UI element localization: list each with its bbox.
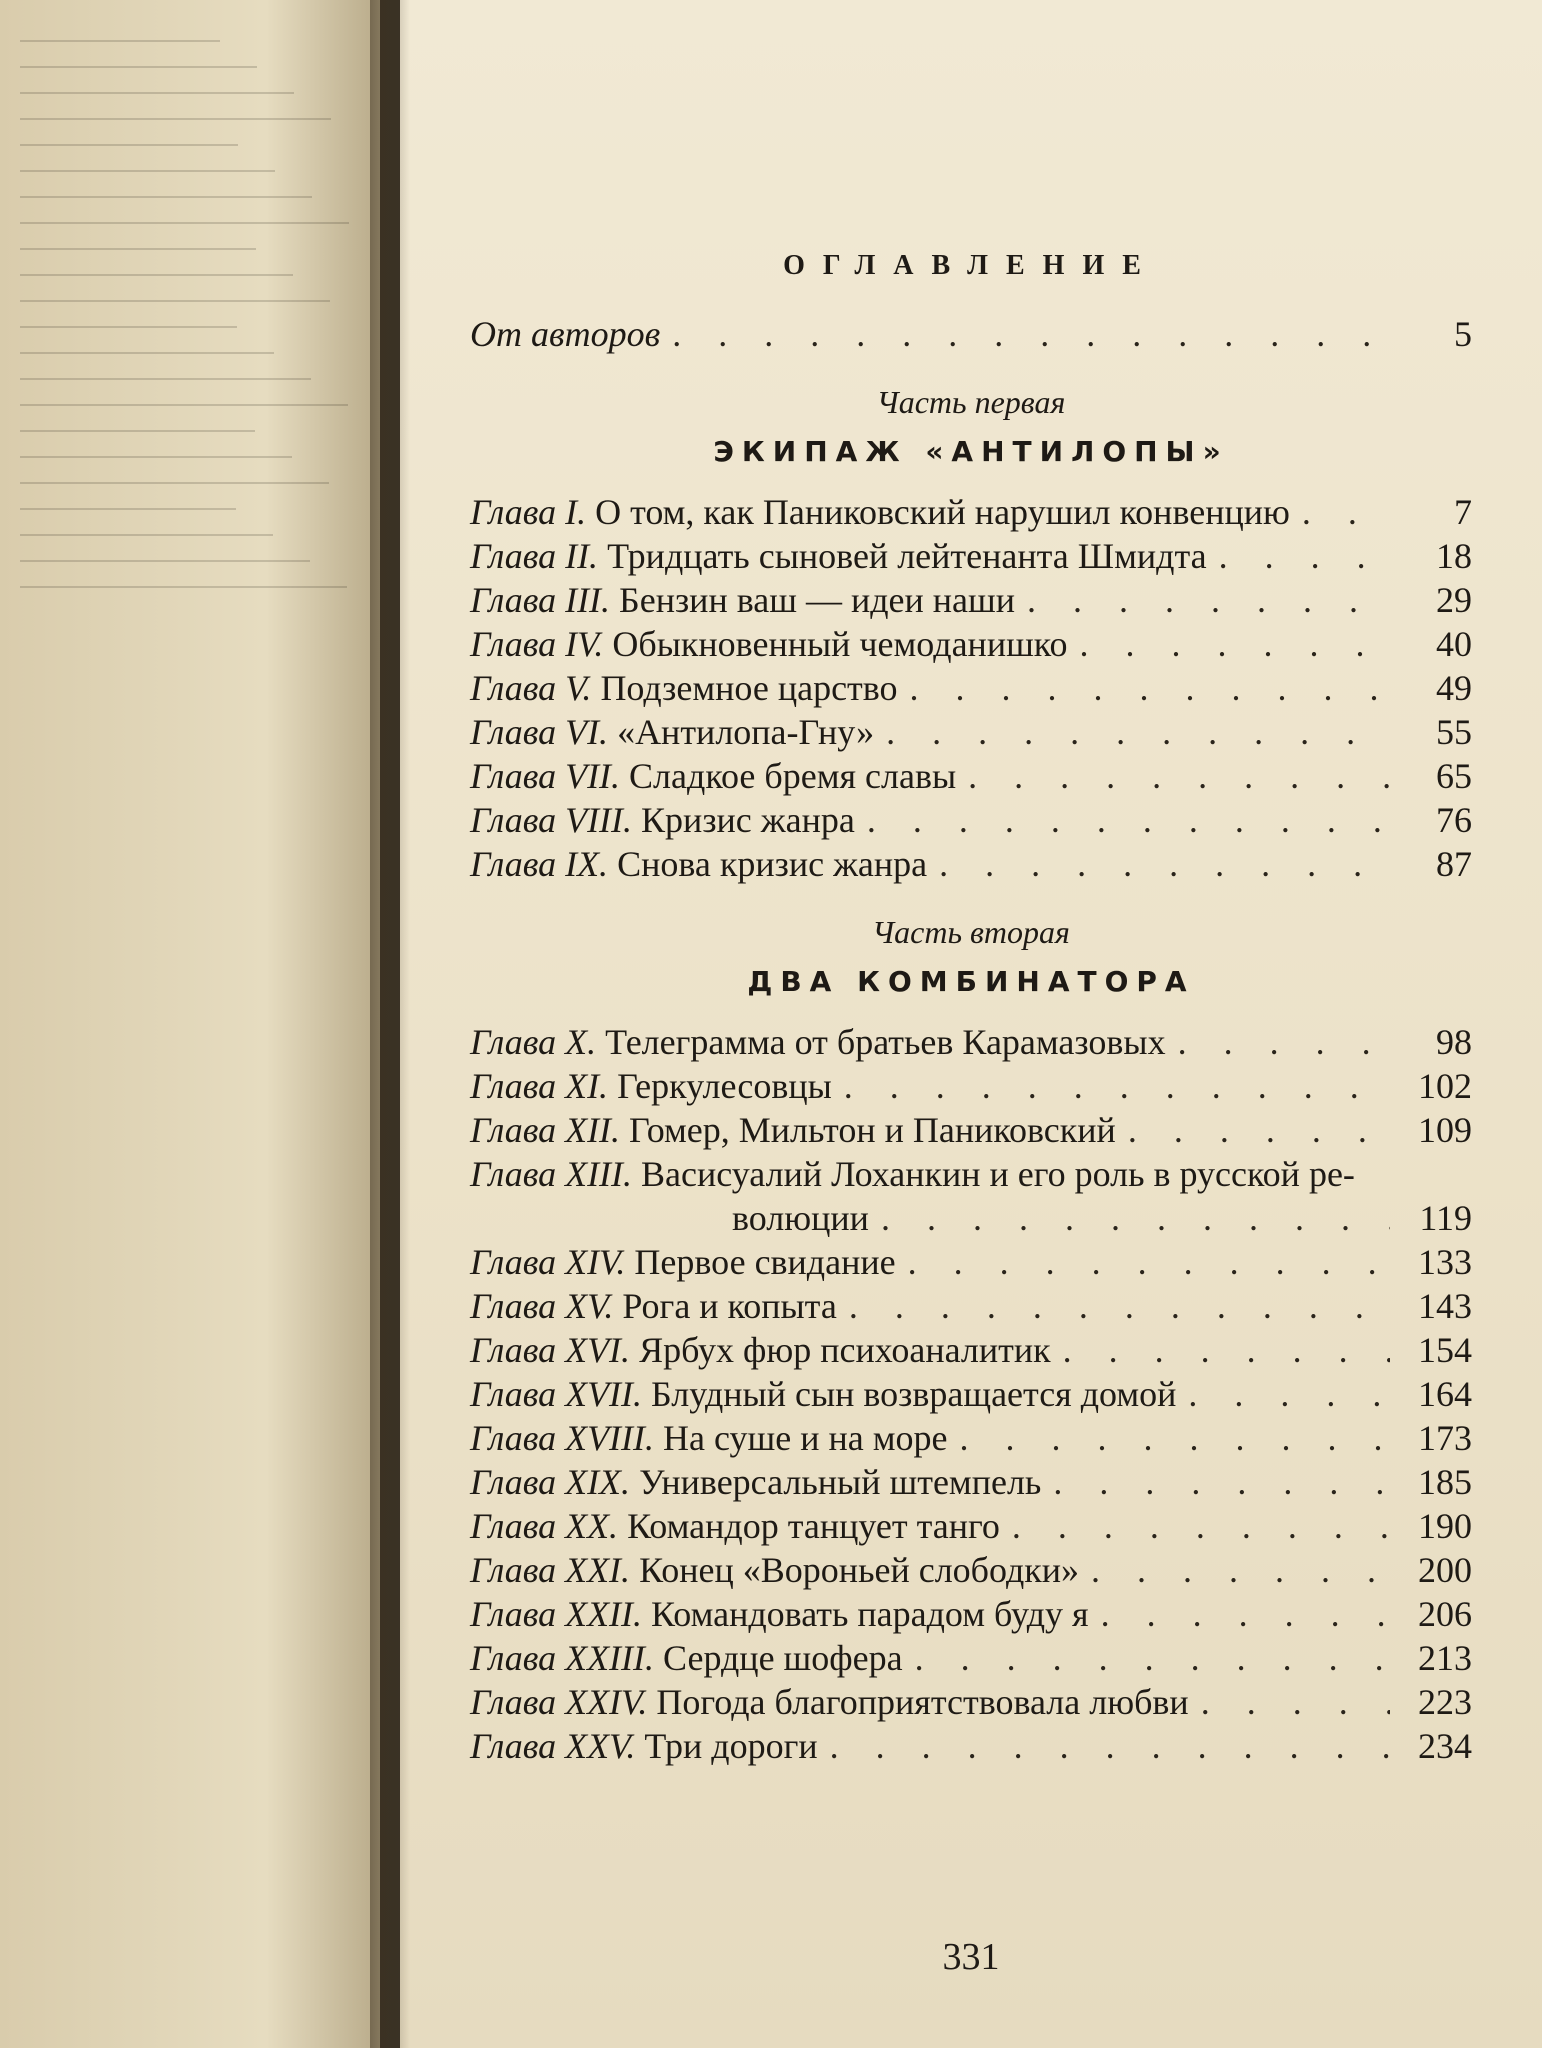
chapter-number: Глава IV. [470, 624, 604, 664]
chapter-number: Глава XVIII. [470, 1418, 655, 1458]
chapter-title: Снова кризис жанра [617, 844, 928, 884]
chapter-entry [470, 1152, 1472, 1196]
chapter-title: Первое свидание [634, 1242, 896, 1282]
chapter-page: 18 [1436, 536, 1472, 576]
spacer [647, 1680, 656, 1724]
chapter-number: Глава XIV. [470, 1242, 626, 1282]
chapter-page: 223 [1418, 1682, 1472, 1722]
leader-dots [867, 798, 1390, 842]
leader-dots [844, 1064, 1390, 1108]
chapter-page: 173 [1418, 1418, 1472, 1458]
chapter-number: Глава III. [470, 580, 611, 620]
chapter-title: Сердце шофера [663, 1638, 903, 1678]
facing-page-text-line [20, 66, 257, 68]
chapter-entry [470, 1328, 1472, 1372]
part-label: Часть вторая [872, 914, 1070, 950]
facing-page-text-line [20, 560, 310, 562]
chapter-entry [470, 1240, 1472, 1284]
leader-dots [1302, 490, 1390, 534]
chapter-page: 102 [1418, 1066, 1472, 1106]
facing-page-text-line [20, 534, 273, 536]
chapter-title: Конец «Вороньей слободки» [639, 1550, 1080, 1590]
chapter-page: 40 [1436, 624, 1472, 664]
chapter-list [470, 490, 1472, 886]
leader-dots [939, 842, 1390, 886]
spacer [625, 1240, 634, 1284]
chapter-entry [470, 1548, 1472, 1592]
leader-dots [1128, 1108, 1390, 1152]
chapter-number: Глава XXII. [470, 1594, 643, 1634]
chapter-page: 98 [1436, 1022, 1472, 1062]
facing-page-text-line [20, 196, 312, 198]
chapter-number: Глава XIX. [470, 1462, 631, 1502]
leader-dots [1079, 622, 1390, 666]
leader-dots [886, 710, 1390, 754]
spacer [586, 490, 595, 534]
chapter-page: 190 [1418, 1506, 1472, 1546]
chapter-number: Глава XX. [470, 1506, 619, 1546]
chapter-page: 55 [1436, 712, 1472, 752]
chapter-number: Глава XII. [470, 1110, 621, 1150]
chapter-page: 133 [1418, 1242, 1472, 1282]
chapter-entry [470, 666, 1472, 710]
facing-page-text-line [20, 118, 331, 120]
leader-dots [830, 1724, 1390, 1768]
spacer [630, 1548, 639, 1592]
chapter-title: Универсальный штемпель [639, 1462, 1042, 1502]
chapter-title: Командовать парадом буду я [651, 1594, 1089, 1634]
chapter-entry-continued [470, 1196, 1472, 1240]
leader-dots [1178, 1020, 1390, 1064]
chapter-entry [470, 1504, 1472, 1548]
facing-page-text-line [20, 326, 237, 328]
chapter-page: 200 [1418, 1550, 1472, 1590]
facing-page-text-line [20, 352, 274, 354]
chapter-entry [470, 1108, 1472, 1152]
chapter-title: Командор танцует танго [627, 1506, 1000, 1546]
chapter-page: 213 [1418, 1638, 1472, 1678]
chapter-page: 185 [1418, 1462, 1472, 1502]
facing-page-text-line [20, 248, 256, 250]
part-title: ДВА КОМБИНАТОРА [747, 965, 1195, 998]
chapter-number: Глава VI. [470, 712, 609, 752]
chapter-page: 234 [1418, 1726, 1472, 1766]
chapter-number: Глава XXIV. [470, 1682, 648, 1722]
chapter-page: 119 [1419, 1198, 1472, 1238]
chapter-number: Глава V. [470, 668, 592, 708]
leader-dots [910, 666, 1390, 710]
chapter-number: Глава II. [470, 536, 599, 576]
chapter-title: Блудный сын возвращается домой [651, 1374, 1177, 1414]
chapter-page: 143 [1418, 1286, 1472, 1326]
chapter-list [470, 1020, 1472, 1768]
chapter-entry [470, 578, 1472, 622]
chapter-page: 7 [1454, 492, 1472, 532]
chapter-number: Глава XI. [470, 1066, 609, 1106]
part-title: ЭКИПАЖ «АНТИЛОПЫ» [713, 435, 1229, 468]
spacer [591, 666, 600, 710]
preface-page: 5 [1454, 314, 1472, 354]
chapter-title: Телеграмма от братьев Карамазовых [605, 1022, 1166, 1062]
chapter-title: Три дороги [644, 1726, 818, 1766]
leader-dots [881, 1196, 1390, 1240]
chapter-title: О том, как Паниковский нарушил конвенцию [595, 492, 1290, 532]
chapter-entry [470, 1416, 1472, 1460]
facing-page-text-line [20, 170, 275, 172]
chapter-entry [470, 622, 1472, 666]
chapter-title: Ярбух фюр психоаналитик [639, 1330, 1051, 1370]
chapter-page: 29 [1436, 580, 1472, 620]
chapter-entry [470, 842, 1472, 886]
chapter-number: Глава XV. [470, 1286, 614, 1326]
leader-dots [1012, 1504, 1390, 1548]
chapter-number: Глава I. [470, 492, 587, 532]
chapter-entry [470, 1636, 1472, 1680]
chapter-entry [470, 798, 1472, 842]
chapter-number: Глава IX. [470, 844, 609, 884]
facing-page-text-line [20, 92, 294, 94]
spacer [608, 1064, 617, 1108]
part-label: Часть первая [876, 384, 1066, 420]
spacer [610, 578, 619, 622]
chapter-title: Бензин ваш — идеи наши [619, 580, 1015, 620]
chapter-title: Сладкое бремя славы [629, 756, 957, 796]
chapter-page: 164 [1418, 1374, 1472, 1414]
chapter-number: Глава VII. [470, 756, 621, 796]
chapter-page: 206 [1418, 1594, 1472, 1634]
spacer [613, 1284, 622, 1328]
leader-dots [1201, 1680, 1390, 1724]
chapter-entry [470, 534, 1472, 578]
parts-container [470, 384, 1472, 1768]
leader-dots [1219, 534, 1390, 578]
leader-dots [908, 1240, 1390, 1284]
chapter-entry [470, 1064, 1472, 1108]
chapter-page: 154 [1418, 1330, 1472, 1370]
chapter-title: Обыкновенный чемоданишко [612, 624, 1068, 664]
leader-dots [1101, 1592, 1390, 1636]
chapter-page: 49 [1436, 668, 1472, 708]
spacer [632, 1152, 641, 1196]
spacer [642, 1372, 651, 1416]
facing-page-text-line [20, 404, 348, 406]
chapter-entry [470, 1592, 1472, 1636]
chapter-entry [470, 1372, 1472, 1416]
chapter-entry [470, 1284, 1472, 1328]
chapter-entry [470, 710, 1472, 754]
facing-page-text-line [20, 430, 255, 432]
spacer [608, 842, 617, 886]
spacer [620, 1108, 629, 1152]
leader-dots [849, 1284, 1390, 1328]
chapter-number: Глава XIII. [470, 1154, 633, 1194]
facing-page-text-line [20, 40, 220, 42]
chapter-page: 109 [1418, 1110, 1472, 1150]
chapter-entry [470, 1724, 1472, 1768]
spacer [603, 622, 612, 666]
facing-page-text-line [20, 300, 330, 302]
facing-page-text-line [20, 456, 292, 458]
spacer [632, 798, 641, 842]
leader-dots [672, 312, 1390, 356]
leader-dots [1091, 1548, 1390, 1592]
leader-dots [959, 1416, 1390, 1460]
chapter-number: Глава X. [470, 1022, 597, 1062]
facing-page-text-line [20, 222, 349, 224]
chapter-title-continued: волюции [732, 1198, 869, 1238]
page-number: 331 [942, 1936, 1000, 1978]
chapter-entry [470, 1020, 1472, 1064]
facing-page-text-line [20, 378, 311, 380]
chapter-title: Васисуалий Лоханкин и его роль в русской ре- [641, 1154, 1355, 1194]
preface-entry [470, 312, 1472, 356]
chapter-title: Геркулесовцы [617, 1066, 832, 1106]
facing-page-text-line [20, 144, 238, 146]
chapter-number: Глава XVI. [470, 1330, 631, 1370]
spacer [596, 1020, 605, 1064]
facing-page-text-line [20, 508, 236, 510]
spacer [642, 1592, 651, 1636]
toc-title: ОГЛАВЛЕНИЕ [783, 250, 1159, 281]
spacer [654, 1416, 663, 1460]
chapter-number: Глава XXIII. [470, 1638, 655, 1678]
chapter-number: Глава XVII. [470, 1374, 643, 1414]
toc-page [400, 0, 1542, 2048]
chapter-page: 87 [1436, 844, 1472, 884]
preface-label: От авторов [470, 314, 661, 354]
spacer [598, 534, 607, 578]
chapter-title: Погода благоприятствовала любви [656, 1682, 1189, 1722]
spacer [630, 1328, 639, 1372]
chapter-title: Кризис жанра [641, 800, 855, 840]
spacer [654, 1636, 663, 1680]
chapter-title: Гомер, Мильтон и Паниковский [629, 1110, 1116, 1150]
spacer [630, 1460, 639, 1504]
leader-dots [1027, 578, 1390, 622]
facing-page [0, 0, 380, 2048]
chapter-entry [470, 1680, 1472, 1724]
chapter-page: 65 [1436, 756, 1472, 796]
chapter-entry [470, 1460, 1472, 1504]
chapter-title: Подземное царство [600, 668, 898, 708]
chapter-title: «Антилопа-Гну» [617, 712, 875, 752]
chapter-title: Тридцать сыновей лейтенанта Шмидта [607, 536, 1207, 576]
leader-dots [915, 1636, 1390, 1680]
chapter-number: Глава XXI. [470, 1550, 631, 1590]
chapter-title: Рога и копыта [622, 1286, 837, 1326]
chapter-entry [470, 490, 1472, 534]
leader-dots [1053, 1460, 1390, 1504]
leader-dots [1188, 1372, 1390, 1416]
spacer [620, 754, 629, 798]
chapter-number: Глава VIII. [470, 800, 633, 840]
leader-dots [1063, 1328, 1390, 1372]
facing-page-text-line [20, 482, 329, 484]
spacer [608, 710, 617, 754]
facing-page-text-line [20, 274, 293, 276]
spacer [635, 1724, 644, 1768]
spacer [618, 1504, 627, 1548]
leader-dots [968, 754, 1390, 798]
book-gutter [370, 0, 410, 2048]
chapter-number: Глава XXV. [470, 1726, 636, 1766]
chapter-title: На суше и на море [663, 1418, 948, 1458]
facing-page-text-line [20, 586, 347, 588]
chapter-entry [470, 754, 1472, 798]
chapter-page: 76 [1436, 800, 1472, 840]
